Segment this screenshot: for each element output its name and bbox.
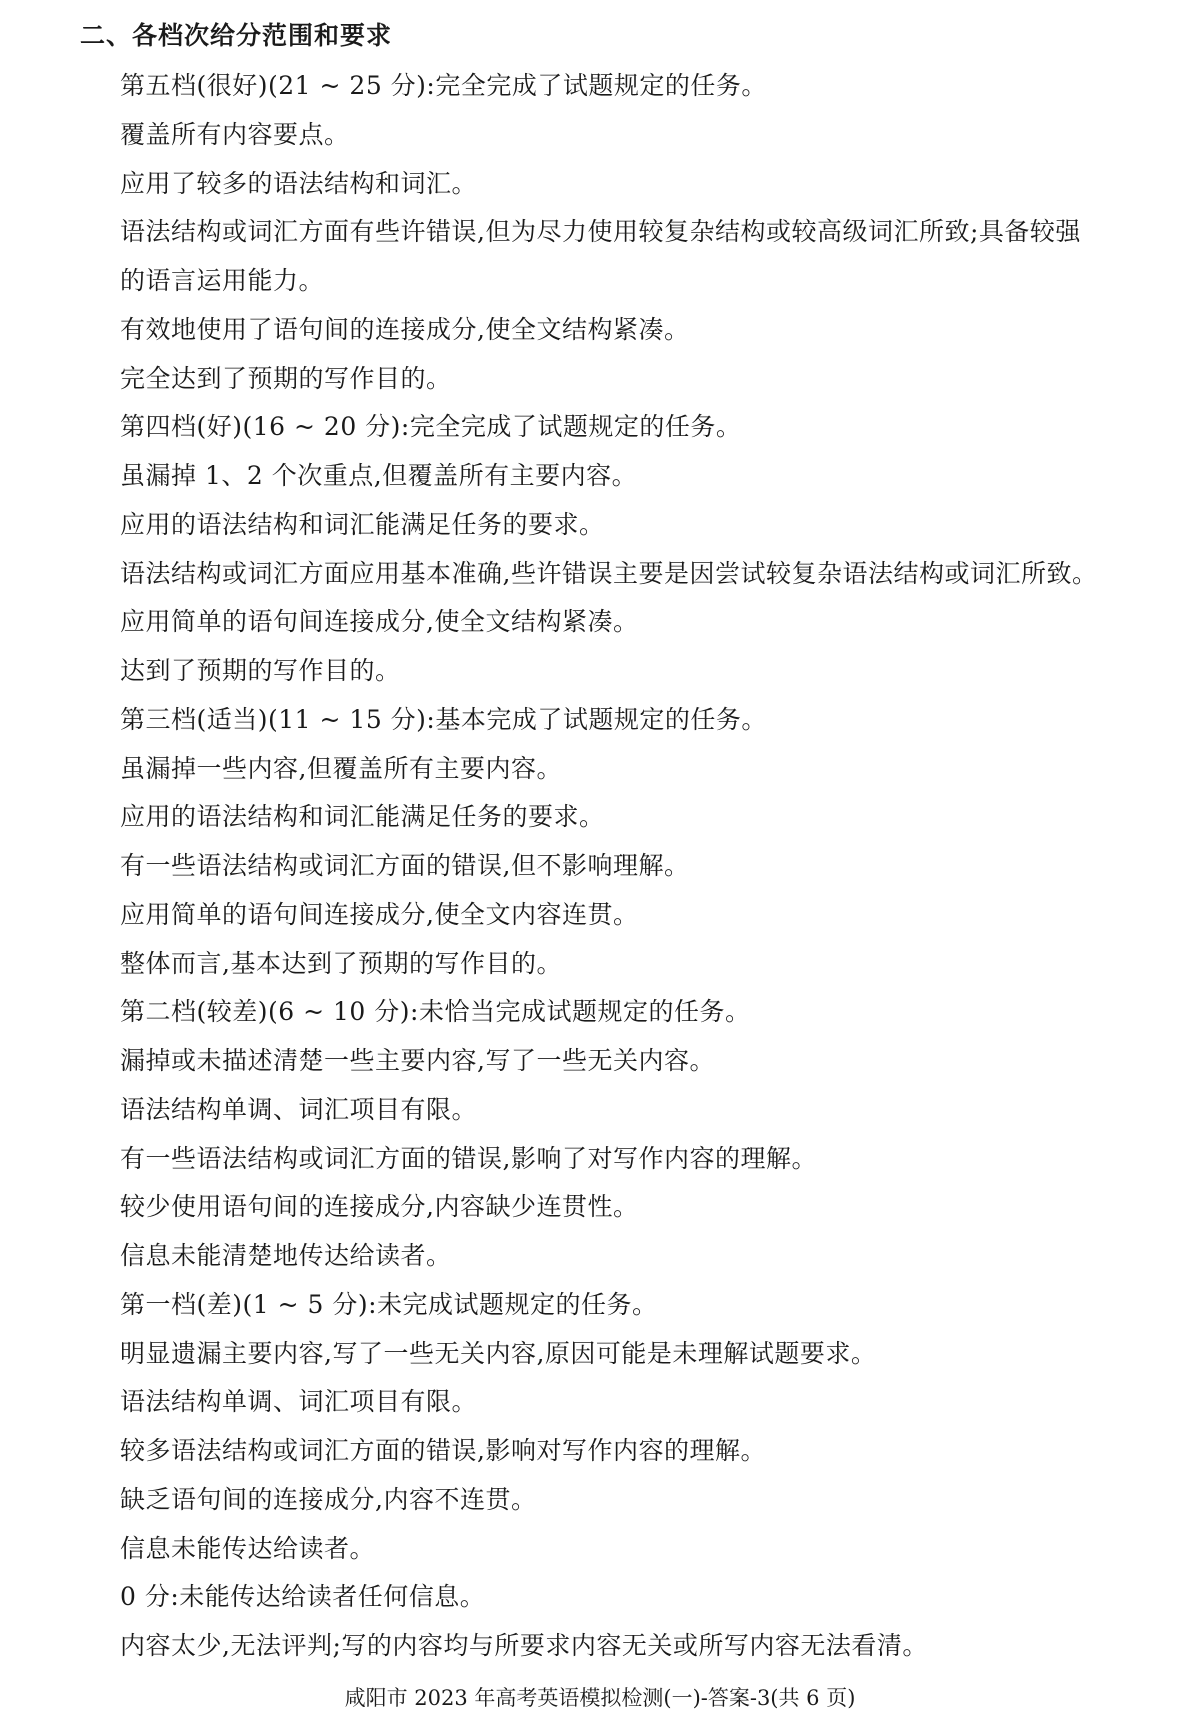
criteria-line: 第五档(很好)(21 ~ 25 分):完全完成了试题规定的任务。 (120, 71, 767, 100)
criteria-line: 有效地使用了语句间的连接成分,使全文结构紧凑。 (120, 314, 690, 344)
criteria-line: 语法结构单调、词汇项目有限。 (120, 1094, 478, 1124)
criteria-line: 虽漏掉一些内容,但覆盖所有主要内容。 (120, 753, 562, 783)
criteria-line: 语法结构或词汇方面应用基本准确,些许错误主要是因尝试较复杂语法结构或词汇所致。 (120, 558, 1098, 588)
criteria-line: 内容太少,无法评判;写的内容均与所要求内容无关或所写内容无法看清。 (120, 1631, 928, 1660)
criteria-line: 语法结构或词汇方面有些许错误,但为尽力使用较复杂结构或较高级词汇所致;具备较强 (120, 217, 1081, 247)
criteria-line: 第三档(适当)(11 ~ 15 分):基本完成了试题规定的任务。 (120, 704, 767, 734)
criteria-line: 明显遗漏主要内容,写了一些无关内容,原因可能是未理解试题要求。 (120, 1338, 877, 1368)
criteria-line: 应用简单的语句间连接成分,使全文结构紧凑。 (120, 607, 639, 637)
criteria-line: 漏掉或未描述清楚一些主要内容,写了一些无关内容。 (120, 1046, 715, 1075)
criteria-line: 应用的语法结构和词汇能满足任务的要求。 (120, 802, 605, 832)
criteria-line: 较少使用语句间的连接成分,内容缺少连贯性。 (120, 1192, 639, 1222)
criteria-line: 完全达到了预期的写作目的。 (120, 363, 452, 393)
criteria-line: 整体而言,基本达到了预期的写作目的。 (120, 948, 562, 978)
criteria-line: 有一些语法结构或词汇方面的错误,但不影响理解。 (120, 851, 690, 880)
criteria-line: 信息未能清楚地传达给读者。 (120, 1241, 452, 1270)
criteria-line: 应用的语法结构和词汇能满足任务的要求。 (120, 509, 605, 539)
section-title: 二、各档次给分范围和要求 (80, 21, 393, 50)
page-footer: 咸阳市 2023 年高考英语模拟检测(一)-答案-3(共 6 页) (344, 1686, 856, 1710)
criteria-line: 第一档(差)(1 ~ 5 分):未完成试题规定的任务。 (120, 1289, 658, 1319)
criteria-line: 的语言运用能力。 (120, 266, 325, 295)
criteria-line: 缺乏语句间的连接成分,内容不连贯。 (120, 1484, 537, 1514)
grading-criteria-list (120, 66, 1180, 1675)
criteria-line: 应用了较多的语法结构和词汇。 (120, 168, 478, 198)
criteria-line: 第四档(好)(16 ~ 20 分):完全完成了试题规定的任务。 (120, 412, 742, 442)
criteria-line: 第二档(较差)(6 ~ 10 分):未恰当完成试题规定的任务。 (120, 997, 751, 1027)
criteria-line: 语法结构单调、词汇项目有限。 (120, 1387, 478, 1417)
criteria-line: 应用简单的语句间连接成分,使全文内容连贯。 (120, 899, 639, 929)
criteria-line: 信息未能传达给读者。 (120, 1533, 376, 1563)
criteria-line: 覆盖所有内容要点。 (120, 119, 350, 149)
criteria-line: 达到了预期的写作目的。 (120, 656, 401, 685)
criteria-line: 虽漏掉 1、2 个次重点,但覆盖所有主要内容。 (120, 461, 638, 490)
criteria-line: 0 分:未能传达给读者任何信息。 (120, 1582, 486, 1612)
criteria-line: 有一些语法结构或词汇方面的错误,影响了对写作内容的理解。 (120, 1143, 817, 1173)
criteria-line: 较多语法结构或词汇方面的错误,影响对写作内容的理解。 (120, 1436, 766, 1465)
